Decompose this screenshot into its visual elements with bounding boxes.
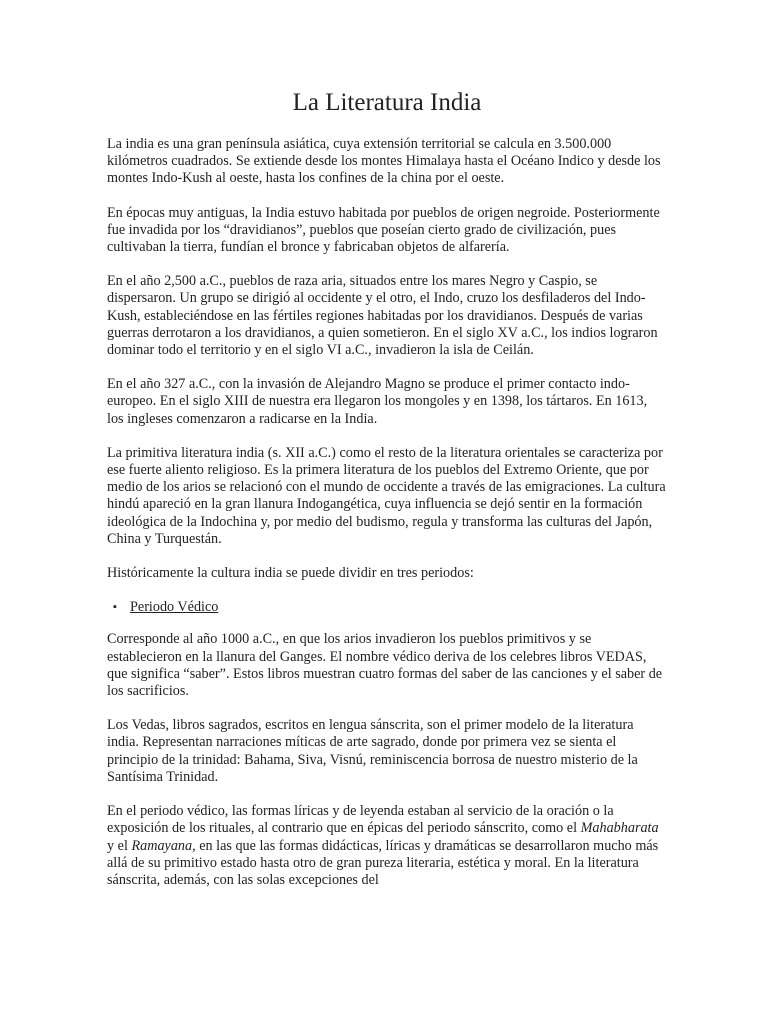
text-segment: y el: [107, 837, 132, 854]
paragraph-geography: La india es una gran península asiática, cuya extensión territorial se calcula en 3.500.000 kilómetros cuadrados. Se extiende desde los montes Himalaya hasta el Océano Indico y desde los montes Indo-Kush al oeste, hasta los confines de la china por el oeste.: [107, 136, 661, 187]
square-bullet-icon: ▪: [113, 601, 117, 614]
paragraph-primitive-literature: La primitiva literatura india (s. XII a.C.) como el resto de la literatura orientales se caracteriza por ese fuerte aliento religioso. Es la primera literatura de los pueblos del Extremo Oriente, que por medio de los arios se relacionó con el mundo de occidente a través de las emigraciones. La cultura hindú apareció en la gran llanura Indogangética, cuya influencia se dejó sentir en la formación ideológica de la Indochina y, por medio del budismo, regula y transforma las culturas del Japón, China y Turquestán.: [107, 444, 666, 547]
paragraph-later-invasions: En el año 327 a.C., con la invasión de Alejandro Magno se produce el primer contacto indo-europeo. En el siglo XIII de nuestra era llegaron los mongoles y en 1398, los tártaros. En 1613, los ingleses comenzaron a radicarse en la India.: [107, 376, 648, 427]
paragraph-vedic-forms: [107, 803, 667, 889]
paragraph-ancient-peoples: En épocas muy antiguas, la India estuvo habitada por pueblos de origen negroide. Posteriormente fue invadida por los “dravidianos”, pueblos que poseían cierto grado de civilización, pues cultivaban la tierra, fundían el bronce y fabricaban objetos de alfarería.: [107, 204, 660, 256]
paragraph-vedas: Los Vedas, libros sagrados, escritos en lengua sánscrita, son el primer modelo de la literatura india. Representan narraciones míticas de arte sagrado, donde por primera vez se sienta el principio de la trinidad: Bahama, Siva, Visnú, reminiscencia borrosa de nuestro misterio de la Santísima Trinidad.: [107, 717, 638, 785]
paragraph-vedic-period: Corresponde al año 1000 a.C., en que los arios invadieron los pueblos primitivos y se establecieron en la llanura del Ganges. El nombre védico deriva de los celebres libros VEDAS, que significa “saber”. Estos libros muestran cuatro formas del saber de las canciones y el saber de los sacrificios.: [107, 631, 663, 700]
text-segment: En el periodo védico, las formas líricas y de leyenda estaban al servicio de la oración o la exposición de los rituales, al contrario que en épicas del periodo sánscrito, como el: [107, 803, 614, 837]
document-page: [107, 86, 667, 906]
list-item-label: Periodo Védico: [130, 599, 219, 616]
paragraph-periods-intro: Históricamente la cultura india se puede dividir en tres periodos:: [107, 565, 474, 582]
paragraph-aryan-invasion: En el año 2,500 a.C., pueblos de raza aria, situados entre los mares Negro y Caspio, se dispersaron. Un grupo se dirigió al occidente y el otro, el Indo, cruzo los desfiladeros del Indo-Kush, estableciéndose en las fértiles regiones habitadas por los dravidianos. Después de varias guerras derrotaron a los dravidianos, a quien sometieron. En el siglo XV a.C., los indios lograron dominar todo el territorio y en el siglo VI a.C., invadieron la isla de Ceilán.: [107, 273, 658, 359]
mahabharata-title: Mahabharata: [580, 820, 659, 837]
list-item: [107, 599, 667, 616]
document-title: La Literatura India: [292, 89, 482, 116]
ramayana-title: Ramayana: [131, 837, 193, 854]
periods-list: [107, 599, 667, 616]
text-segment: , en las que las formas didácticas, líricas y dramáticas se desarrollaron mucho más allá de su primitivo estado hasta otro de gran pureza literaria, estética y moral. En la literatura sánscrita, además, con las solas excepciones del: [107, 837, 659, 888]
